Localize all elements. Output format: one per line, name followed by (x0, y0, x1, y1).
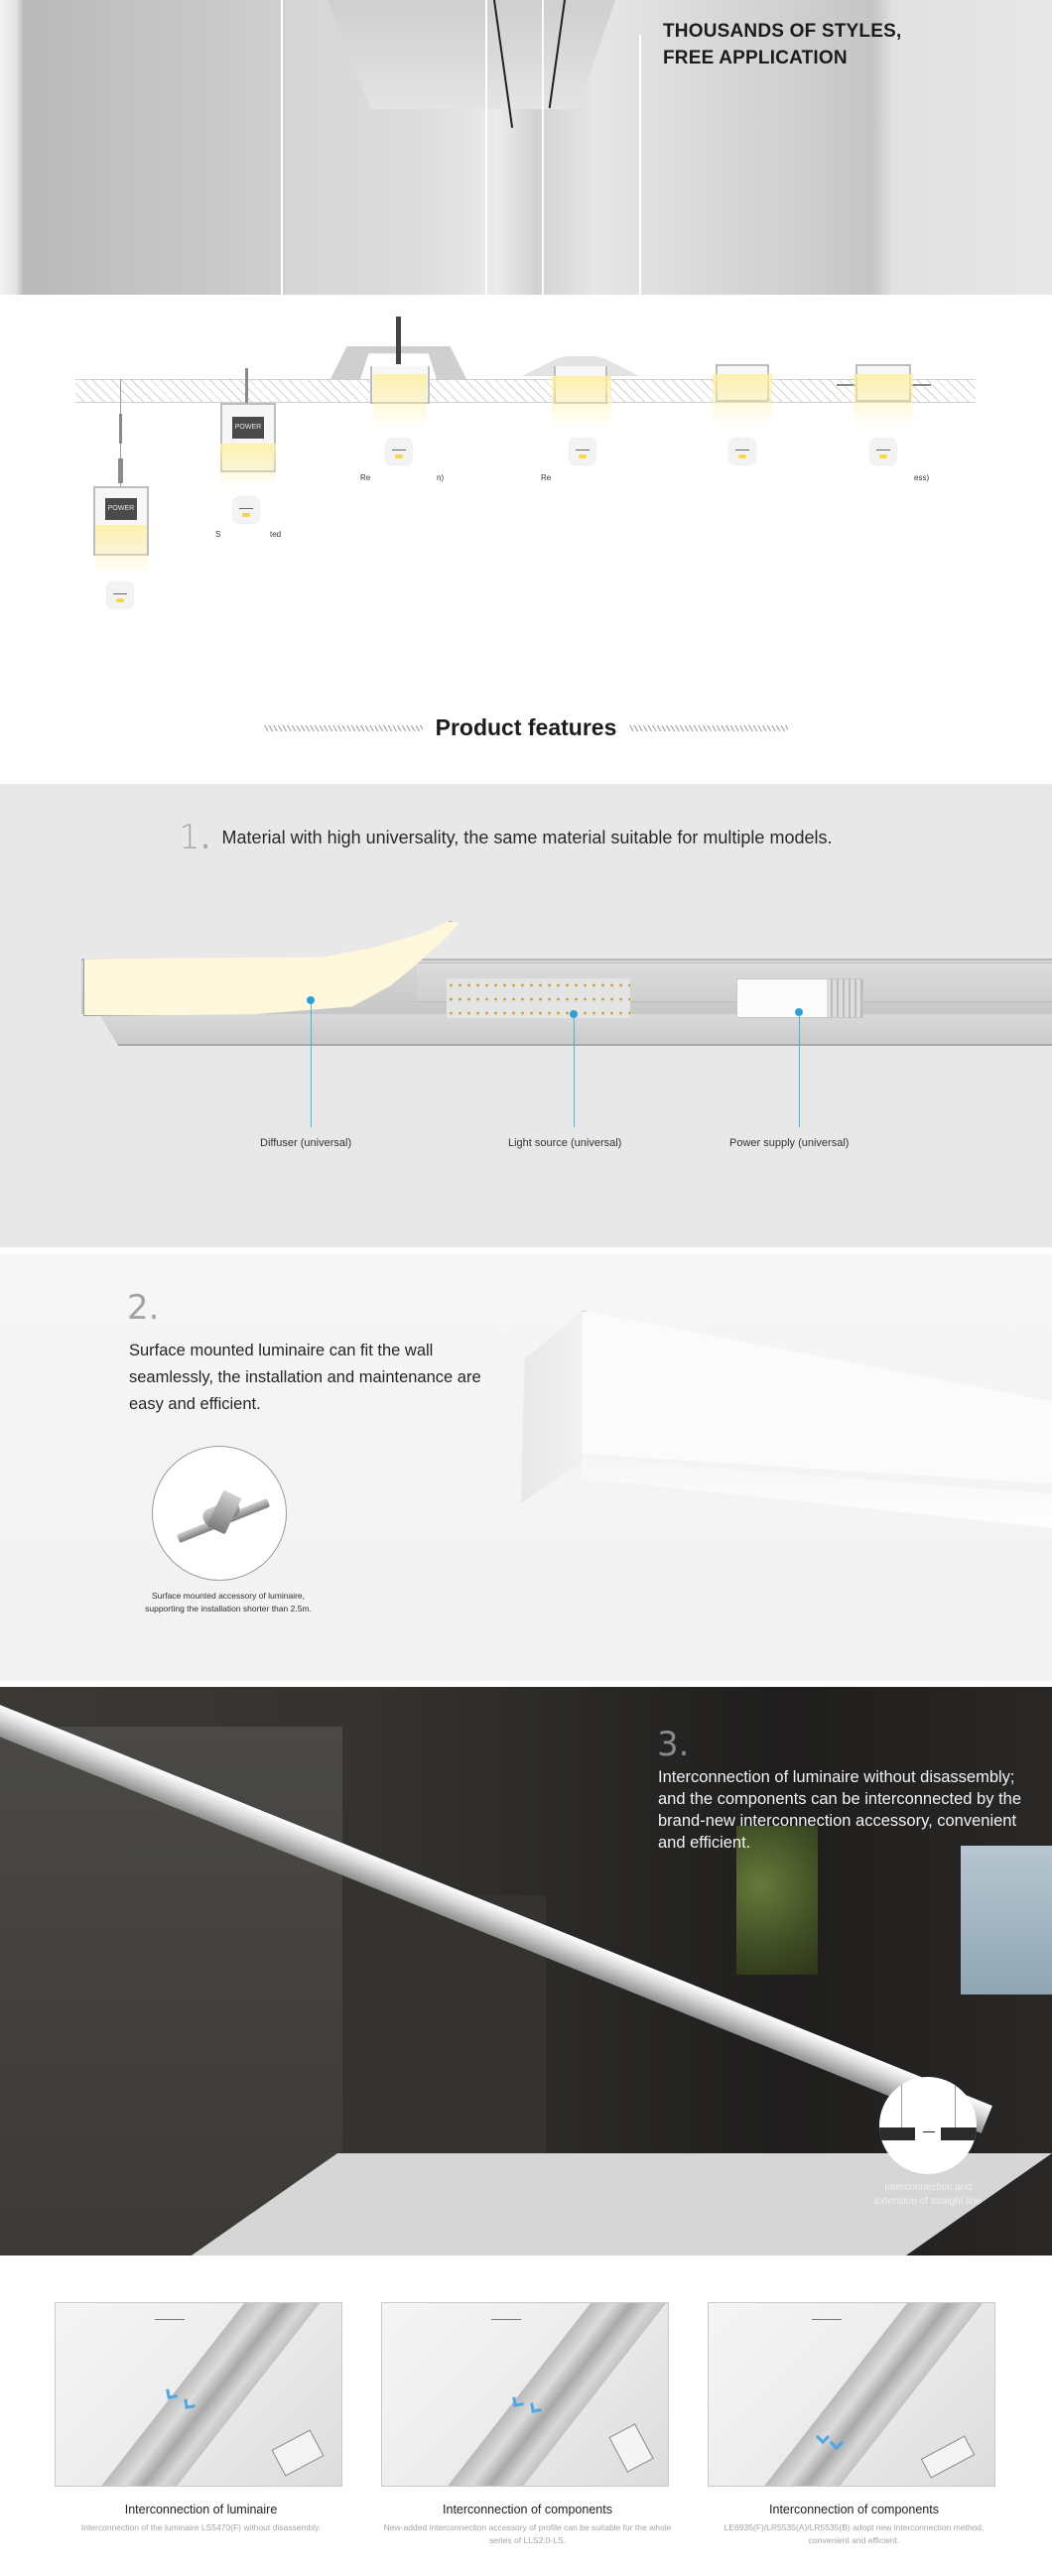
interconnection-inset-circle (879, 2077, 977, 2174)
interconnection-cards (0, 2255, 1052, 2576)
ceiling-section-hatch (75, 379, 976, 403)
led-board-image (447, 978, 630, 1018)
card-image (708, 2302, 995, 2487)
install-label: n) (437, 473, 445, 482)
heading-divider-left (264, 725, 423, 731)
callout-dot-light-source (570, 1010, 578, 1018)
card-interconnection-components-2 (708, 2302, 1000, 2547)
callout-line (574, 1018, 575, 1127)
hero-title (663, 18, 901, 71)
double-arrow-icon (923, 2131, 935, 2132)
scene-window (961, 1846, 1052, 1995)
installation-diagram (0, 295, 1052, 784)
feature-1-heading (179, 818, 832, 857)
callout-label-diffuser: Diffuser (universal) (260, 1137, 352, 1149)
card-image (55, 2302, 342, 2487)
card-image (381, 2302, 669, 2487)
caption-line: extension of straight line (874, 2196, 982, 2207)
feature-2-section (0, 1254, 1052, 1681)
callout-line (799, 1016, 800, 1127)
surface-luminaire-image (521, 1311, 1052, 1509)
callout-line (311, 1004, 312, 1127)
hero-light-line (542, 0, 544, 295)
install-label: ess) (914, 473, 930, 482)
caption-line: Interconnection and (884, 2182, 972, 2193)
recessed-flange-icon (729, 439, 755, 464)
card-interconnection-luminaire (55, 2302, 347, 2534)
callout-label-light-source: Light source (universal) (508, 1137, 622, 1149)
feature-number-dot: . (199, 818, 211, 857)
section-heading-text: Product features (435, 714, 617, 740)
suspended-mount-icon (107, 582, 133, 608)
hero-light-line (485, 0, 487, 295)
install-label: S (215, 530, 221, 539)
feature-number: 2. (127, 1288, 160, 1328)
callout-label-power-supply: Power supply (universal) (729, 1137, 850, 1149)
card-description: LE6935(F)/LR5535(A)/LR5535(B) adopt new interconnection method, convenient and efficient. (723, 2522, 985, 2545)
install-label: Re (541, 473, 552, 482)
callout-dot-power-supply (795, 1008, 803, 1016)
card-title: Interconnection of components (769, 2503, 939, 2516)
card-description: Interconnection of the luminaire LS5470(F) without disassembly. (80, 2522, 322, 2532)
surface-mount-icon (233, 497, 259, 523)
feature-number: 3. (657, 1725, 690, 1764)
card-title: Interconnection of components (443, 2503, 612, 2516)
card-title: Interconnection of luminaire (124, 2503, 278, 2516)
callout-dot-diffuser (307, 996, 315, 1004)
hero-title-line-1: THOUSANDS OF STYLES, (663, 21, 902, 42)
product-features-heading (0, 714, 1052, 741)
power-label: POWER (232, 417, 264, 439)
hero-banner (0, 0, 1052, 295)
power-label: POWER (105, 498, 137, 520)
accessory-image-circle (152, 1446, 287, 1581)
feature-description: Surface mounted luminaire can fit the wall seamlessly, the installation and maintenance are easy and efficient. (129, 1342, 481, 1413)
feature-1-section (0, 784, 1052, 1247)
interconnection-caption (857, 2181, 998, 2209)
hero-ceiling-image (328, 0, 615, 109)
hero-light-line (639, 35, 641, 295)
accessory-caption (99, 1590, 357, 1615)
install-label: Re (360, 473, 371, 482)
caption-line: Surface mounted accessory of luminaire, (151, 1591, 306, 1601)
install-label: ted (270, 530, 282, 539)
feature-description: Interconnection of luminaire without disassembly; and the components can be interconnected by the brand-new interconnection accessory, convenient and efficient. (658, 1768, 1022, 1852)
card-interconnection-components-1 (381, 2302, 674, 2547)
luminaire-bottom (99, 1014, 1052, 1046)
feature-3-section (0, 1687, 1052, 2255)
feature-description: Material with high universality, the same material suitable for multiple models. (221, 828, 833, 847)
caption-line: supporting the installation shorter than 2.5m. (145, 1604, 312, 1613)
heading-divider-right (629, 725, 788, 731)
recessed-trimless-icon (870, 439, 896, 464)
feature-number: 1 (179, 818, 200, 857)
card-description: New-added interconnection accessory of profile can be suitable for the whole series of LLS2.0-LS. (383, 2522, 672, 2545)
hero-light-line (281, 0, 283, 295)
recessed-mount-icon (386, 439, 412, 464)
hero-title-line-2: FREE APPLICATION (663, 48, 848, 68)
recessed-clip-icon (570, 439, 595, 464)
